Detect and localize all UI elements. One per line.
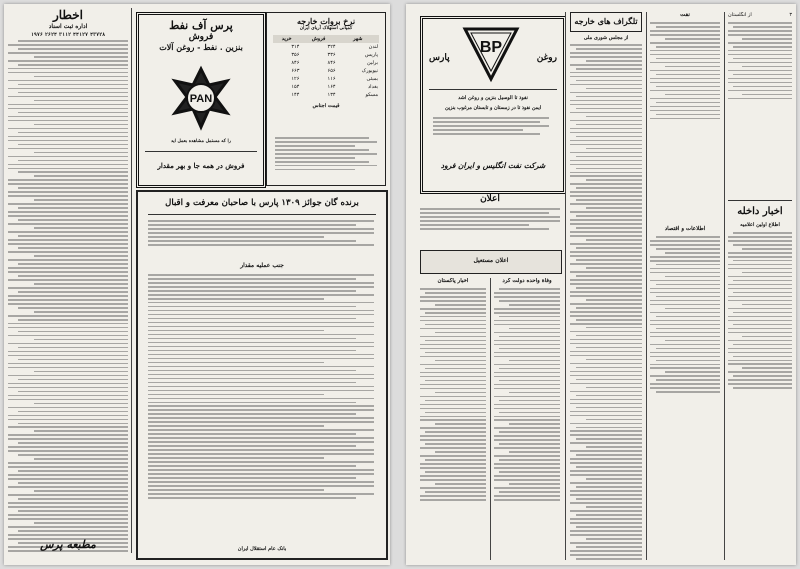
rates-col-header: شهر <box>353 36 363 42</box>
announcements-subtitle: اداره ثبت اسناد <box>48 23 88 30</box>
notice-number: ۳۱۱۲ <box>58 32 72 38</box>
announcements-title: اخطار <box>52 8 84 22</box>
rates-notes <box>275 137 377 181</box>
right-column <box>728 12 792 560</box>
notice-box <box>420 250 562 274</box>
telegrams-subtitle: از مجلس شوری ملی <box>583 35 629 41</box>
press-signature: مطبعه پرس <box>40 538 96 551</box>
bp-company: شرکت نفت انگلیس و ایران فرود <box>440 161 546 170</box>
telegrams-column <box>570 12 642 560</box>
pan-brand-text: PAN <box>189 93 213 105</box>
rates-col-header: فروش <box>311 36 326 42</box>
notice-number: ۱۹۷۶ <box>30 32 43 38</box>
column-head: از انگلستان <box>728 12 752 18</box>
table-row: برلین ۸۴۶ ۸۴۶ <box>291 60 378 66</box>
domestic-news-sub: اطلاع اولین اعلامیه <box>740 222 780 228</box>
bp-side-right: روغن <box>536 53 557 63</box>
persian-oil-ad <box>136 12 266 188</box>
rates-table <box>273 35 379 99</box>
oil-ad-agent-line: را که مستمل مشاهده بعمل اید <box>170 139 231 144</box>
telegrams-title: تلگراف های خارجه <box>574 16 638 26</box>
column-head: وفاة واحده دولت کرد <box>502 278 552 284</box>
rates-title: نرخ بروات خارجه <box>296 16 356 26</box>
table-row: بمبئی ۱۱۶ ۱۲۶ <box>291 76 378 82</box>
page-number: ۳ <box>789 12 792 18</box>
announcement-text-block <box>8 40 128 550</box>
bp-body-line1: نفوذ تا الوسیل بنزین و روغن اشد <box>458 95 528 101</box>
domestic-news-title: اخبار داخله <box>737 206 783 217</box>
bp-side-left: پارس <box>429 53 450 63</box>
telegrams-head-box <box>570 12 642 32</box>
column-2 <box>494 278 560 560</box>
bp-logo-icon <box>461 25 521 83</box>
notice-number: ۴۳۷۲۸ <box>90 32 106 38</box>
rates-subtitle: کمپانی استهلاک آریای ایران <box>299 26 353 31</box>
exchange-rates-box <box>266 12 386 186</box>
column-head: نفت <box>680 12 690 18</box>
middle-column <box>650 12 720 560</box>
bp-logo-text: BP <box>479 39 503 56</box>
column-1 <box>420 278 486 560</box>
bp-body-text <box>433 117 549 157</box>
pan-logo-icon <box>169 63 233 133</box>
prize-title: برنده گان جوائز ۱۳۰۹ پارس با صاحبان معرفت و اقبال <box>165 198 359 208</box>
prize-credit: بانک عام استقلال ایران <box>237 546 287 552</box>
table-row: بغداد ۱۶۴ ۱۵۴ <box>291 84 378 90</box>
column-head: اخبار پاکستان <box>437 278 469 284</box>
table-row: پاریس ۳۳۶ ۳۵۶ <box>291 52 378 58</box>
prize-intro-text <box>148 220 374 260</box>
prize-list-header: جنب عملیه مقدار <box>240 262 284 269</box>
oil-ad-products: بنزین . نفط - روغن آلات <box>159 42 243 52</box>
prize-winners-box <box>136 190 388 560</box>
prize-winners-list <box>148 274 374 536</box>
notice-number: ۲۶۲۴ <box>44 32 57 38</box>
oil-ad-title: پرس آف نفط <box>169 19 233 32</box>
rates-footer: قیمت اجناس <box>312 103 340 109</box>
oil-ad-tagline: فروش در همه جا و بهر مقدار <box>157 161 245 170</box>
table-row: مسکو ۱۳۴ ۱۴۴ <box>291 92 378 98</box>
newspaper-left-page <box>4 4 390 565</box>
oil-ad-subtitle: فروش <box>188 32 214 42</box>
rates-col-header: خرید <box>281 36 292 42</box>
announcements-column <box>8 8 128 553</box>
notice-head: اعلان مستعیل <box>473 257 509 264</box>
newspaper-right-page <box>406 4 796 565</box>
notice-number: ۴۴۱۲۷ <box>73 32 89 38</box>
announcement-title: اعلان <box>480 194 500 204</box>
table-row: لندن ۳۲۴ ۳۱۴ <box>291 44 378 50</box>
bp-oil-ad <box>420 16 566 194</box>
column-head: اطلاعات و اقتصاد <box>664 226 706 232</box>
bp-body-line2: ایمن نفوذ تا در زمستان و تابستان مرغوب بنزین <box>445 105 541 111</box>
announcement-text <box>420 208 560 248</box>
table-row: نیویورک ۶۵۶ ۶۶۳ <box>291 68 378 74</box>
